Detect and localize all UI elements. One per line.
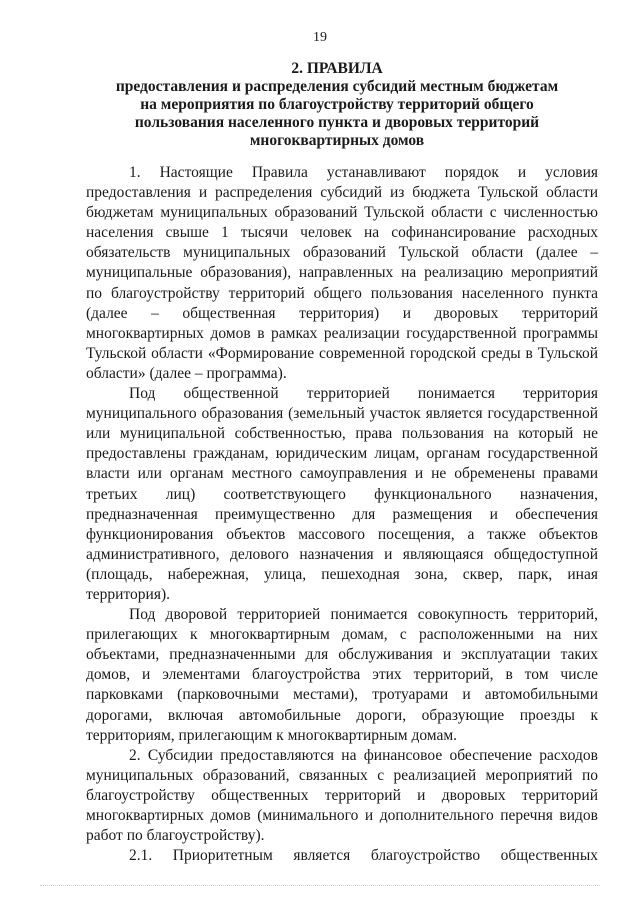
paragraph-public-territory: Под общественной территорией понимается территория муниципального образования (земельный участок является государственной или муниципальной собственностью, права пользования на который не предоставлены гражданам, юридическим лицам, органам государственной власти или органам местного самоуправления и не обременены правами третьих лиц) соответствующего функционального назначения, предназначенная преимущественно для размещения и обеспечения функционирования объектов массового посещения, а также объектов административного, делового назначения и являющаяся общедоступной (площадь, набережная, улица, пешеходная зона, сквер, парк, иная территория). — [86, 385, 598, 603]
heading-subtitle-line: предоставления и распределения субсидий местным бюджетам — [115, 78, 559, 95]
paragraph-yard-territory: Под дворовой территорией понимается совокупность территорий, прилегающих к многоквартирным домам, с расположенными на них объектами, предназначенными для обслуживания и эксплуатации таких домов, и элементами благоустройства этих территорий, в том числе парковками (парковочными местами), тротуарами и автомобильными дорогами, включая автомобильные дороги, образующие проезды к территориям, прилегающим к многоквартирным домам. — [86, 606, 598, 744]
scan-artifact-line — [40, 885, 600, 887]
body-text — [86, 163, 598, 866]
paragraph-1: 1. Настоящие Правила устанавливают порядок и условия предоставления и распределения субсидий из бюджета Тульской области бюджетам муниципальных образований Тульской области с численностью населения свыше 1 тысячи человек на софинансирование расходных обязательств муниципальных образований Тульской области (далее – муниципальные образования), направленных на реализацию мероприятий по благоустройству территорий общего пользования населенного пункта (далее – общественная территория) и дворовых территорий многоквартирных домов в рамках реализации государственной программы Тульской области «Формирование современной городской среды в Тульской области» (далее – программа). — [86, 164, 598, 382]
paragraph-2-1: 2.1. Приоритетным является благоустройство общественных — [129, 847, 598, 865]
heading-subtitle-line: пользования населенного пункта и дворовых территорий — [134, 114, 540, 131]
paragraph-2: 2. Субсидии предоставляются на финансовое обеспечение расходов муниципальных образований, связанных с реализацией мероприятий по благоустройству общественных территорий и дворовых территорий многоквартирных домов (минимального и дополнительного перечня видов работ по благоустройству). — [86, 746, 598, 845]
section-heading — [112, 60, 562, 150]
heading-title: 2. ПРАВИЛА — [291, 60, 383, 77]
page-number: 19 — [313, 30, 327, 45]
heading-subtitle-line: многоквартирных домов — [249, 132, 425, 149]
heading-subtitle-line: на мероприятия по благоустройству территорий общего — [140, 96, 534, 113]
